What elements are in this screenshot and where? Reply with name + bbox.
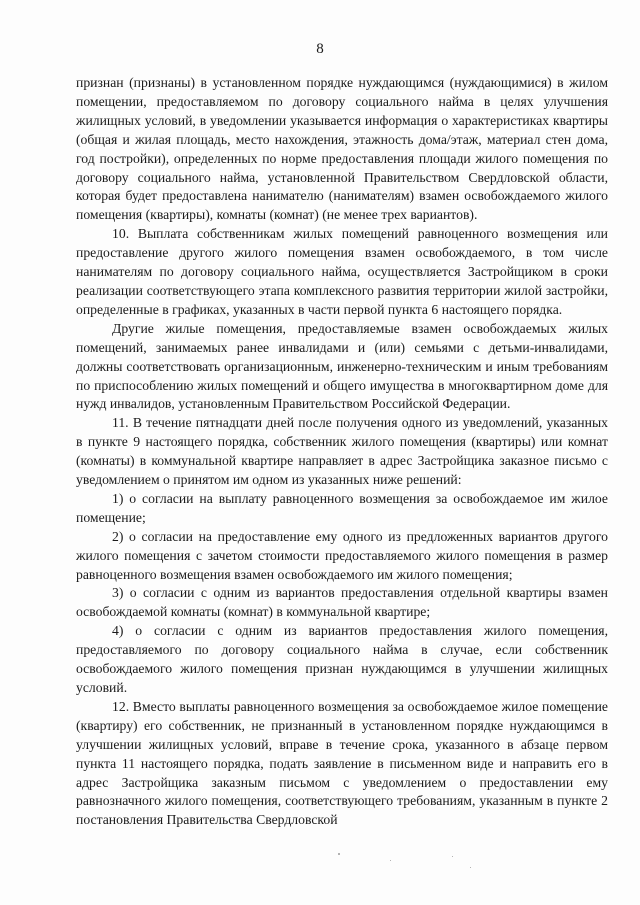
paragraph-item-11-option-4: 4) о согласии с одним из вариантов предоставления жилого помещения, предоставляемого по договору социального найма в случае, если собственник освобождаемого жилого помещения признан нуждающимся в улучшении жилищных условий. [76, 623, 608, 695]
scan-speck [470, 867, 471, 868]
paragraph-continuation: признан (признаны) в установленном порядке нуждающимся (нуждающимися) в жилом помещении, предоставляемом по договору социального найма в целях улучшения жилищных условий, в уведомлении указывается информация о характеристиках квартиры (общая и жилая площадь, место нахождения, этажность дома/этаж, материал стен дома, год постройки), определенных по норме предоставления площади жилого помещения по договору социального найма, установленной Правительством Свердловской области, которая будет предоставлена нанимателю (нанимателям) взамен освобождаемого жилого помещения (квартиры), комнаты (комнат) (не менее трех вариантов). [76, 75, 608, 223]
paragraph-item-10: 10. Выплата собственникам жилых помещений равноценного возмещения или предоставление другого жилого помещения взамен освобождаемого, в том числе нанимателям по договору социального найма, осуществляется Застройщиком в сроки реализации соответствующего этапа комплексного развития территории жилой застройки, определенные в графиках, указанных в части первой пункта 6 настоящего порядка. [76, 226, 608, 317]
scan-speck [452, 856, 453, 857]
document-body [76, 74, 608, 830]
scan-speck [390, 860, 391, 861]
page-number: 8 [316, 41, 324, 57]
paragraph-item-12: 12. Вместо выплаты равноценного возмещения за освобождаемое жилое помещение (квартиру) его собственник, не признанный в установленном порядке нуждающимся в улучшении жилищных условий, вправе в течение срока, указанного в абзаце первом пункта 11 настоящего порядка, подать заявление в письменном виде и направить его в адрес Застройщика заказным письмом с уведомлением о предоставлении ему равнозначного жилого помещения, соответствующего требованиям, указанным в пункте 2 постановления Правительства Свердловской [76, 698, 608, 828]
paragraph-item-10-other-premises: Другие жилые помещения, предоставляемые взамен освобождаемых жилых помещений, занимаемых ранее инвалидами и (или) семьями с детьми-инвалидами, должны соответствовать организационным, инженерно-техническим и иным требованиям по приспособлению жилых помещений и общего имущества в многоквартирном доме для нужд инвалидов, установленным Правительством Российской Федерации. [76, 320, 608, 412]
paragraph-item-11-option-1: 1) о согласии на выплату равноценного возмещения за освобождаемое им жилое помещение; [76, 490, 608, 525]
paragraph-item-11-option-2: 2) о согласии на предоставление ему одного из предложенных вариантов другого жилого помещения с зачетом стоимости предоставляемого жилого помещения в размер равноценного возмещения взамен освобождаемого им жилого помещения; [76, 528, 608, 582]
scan-speck [338, 853, 340, 855]
paragraph-item-11: 11. В течение пятнадцати дней после получения одного из уведомлений, указанных в пункте 9 настоящего порядка, собственник жилого помещения (квартиры) или комнат (комнаты) в коммунальной квартире направляет в адрес Застройщика заказное письмо с уведомлением о принятом им одном из указанных ниже решений: [76, 415, 608, 488]
paragraph-item-11-option-3: 3) о согласии с одним из вариантов предоставления отдельной квартиры взамен освобождаемой комнаты (комнат) в коммунальной квартире; [76, 585, 608, 620]
